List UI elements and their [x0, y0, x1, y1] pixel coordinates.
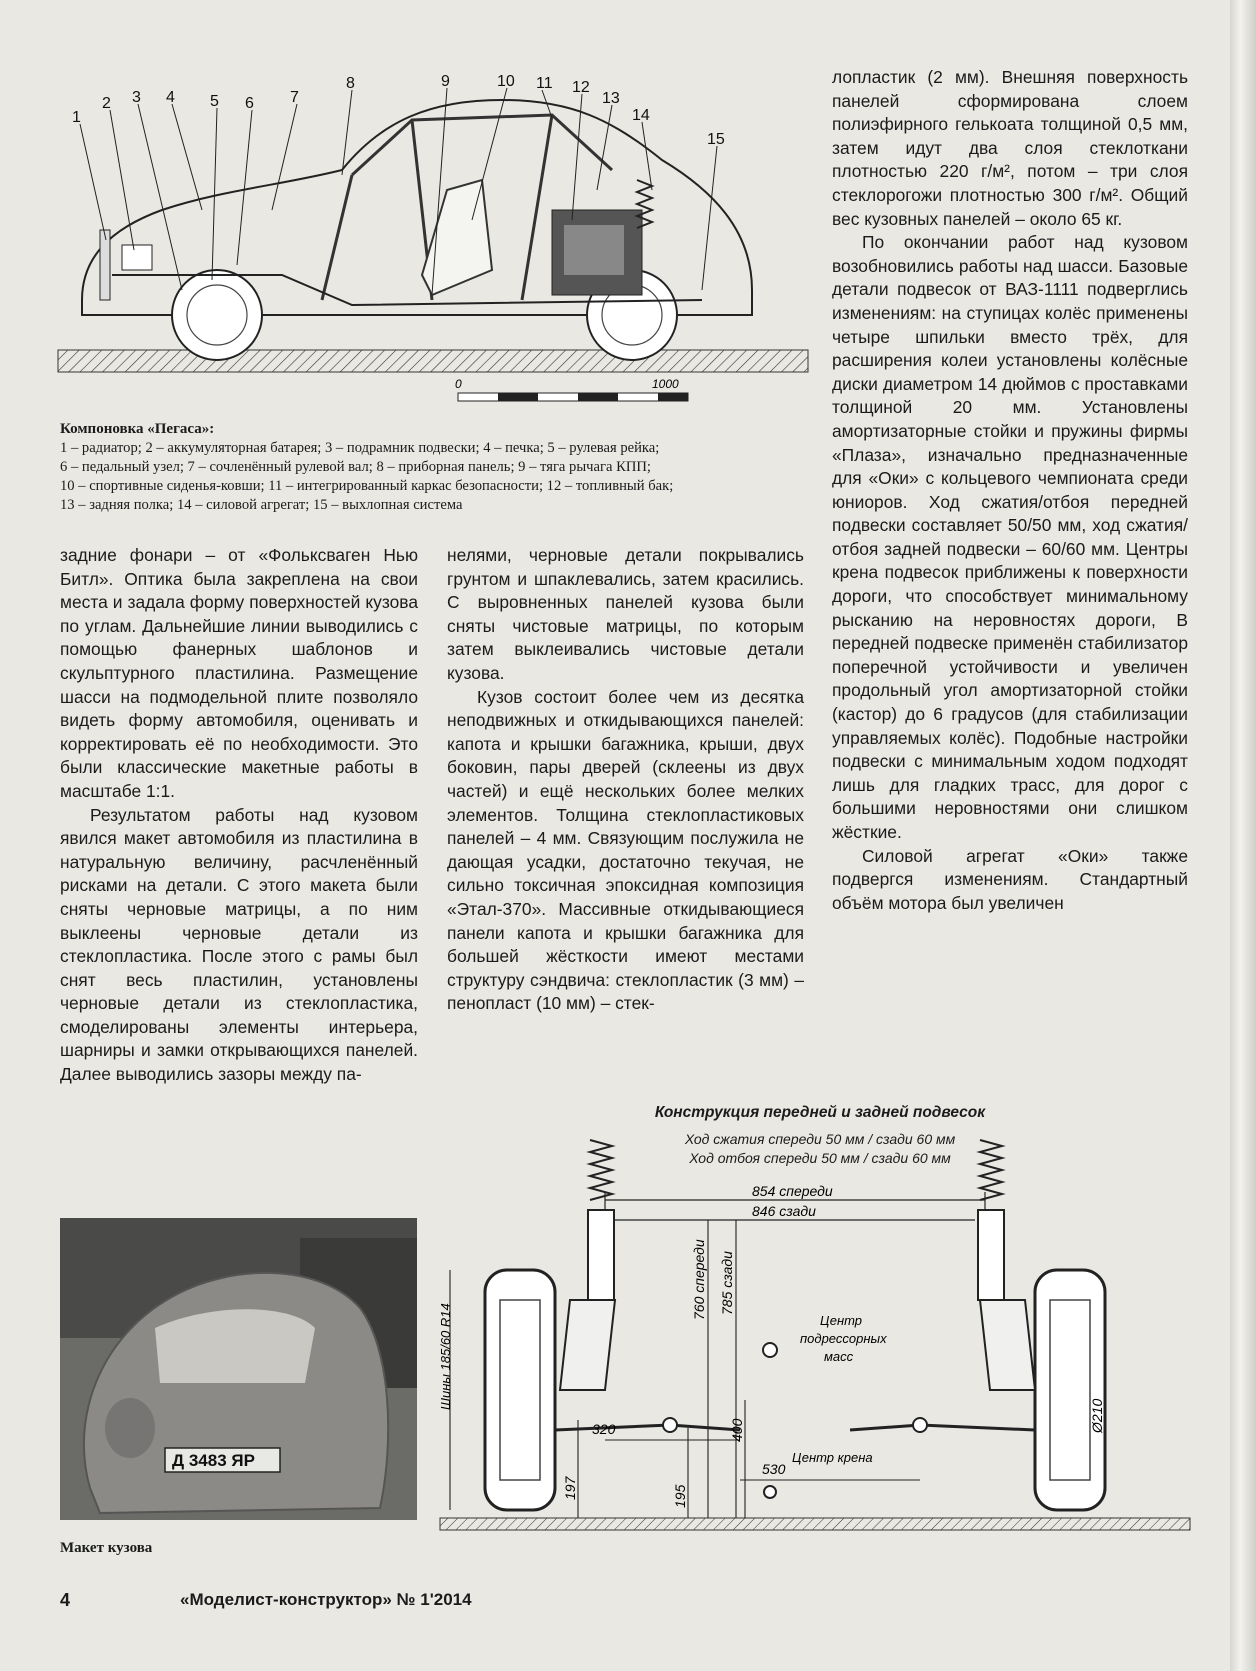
suspension-subtitle-2: Ход отбоя спереди 50 мм / сзади 60 мм	[689, 1150, 951, 1166]
scale-start-label: 0	[455, 377, 462, 391]
ground-hatch	[58, 350, 808, 372]
road-hatch	[440, 1518, 1190, 1530]
suspension-subtitle-1: Ход сжатия спереди 50 мм / сзади 60 мм	[684, 1131, 956, 1147]
layout-caption	[60, 420, 820, 515]
dim-210: Ø210	[1089, 1398, 1105, 1433]
paragraph: нелями, черновые детали покрывались грунтом и шпаклевались, затем красились. С выровненных панелей кузова были сняты чистовые матрицы, по которым затем выклеивались чистовые детали кузова.	[447, 545, 804, 683]
text-column-right	[832, 66, 1188, 915]
left-lower-arm	[555, 1425, 740, 1430]
dim-320: 320	[592, 1421, 616, 1437]
callout-9: 9	[441, 73, 450, 90]
dim-530: 530	[762, 1461, 786, 1477]
callout-7: 7	[290, 89, 299, 106]
layout-caption-line: 6 – педальный узел; 7 – сочленённый рулевой вал; 8 – приборная панель; 9 – тяга рычага КПП;	[60, 459, 651, 475]
scale-end-label: 1000	[652, 377, 679, 391]
paragraph: Силовой агрегат «Оки» также подвергся изменениям. Стандартный объём мотора был увеличен	[832, 845, 1188, 913]
right-strut	[978, 1140, 1035, 1390]
center-mass-label-3: масс	[824, 1349, 854, 1364]
layout-caption-line: 10 – спортивные сиденья-ковши; 11 – интегрированный каркас безопасности; 12 – топливный бак;	[60, 478, 674, 494]
paragraph: Кузов состоит более чем из десятка неподвижных и откидывающихся панелей: капота и крышки багажника, крыши, двух боковин, пары дверей (склеены из двух частей) и ещё нескольких более мелких элементов. Толщина стеклопластиковых панелей – 4 мм. Связующим послужила не дающая усадки, достаточно текучая, не сильно токсичная эпоксидная композиция «Этал-370». Массивные откидывающиеся панели капота и крышки багажника для большей жёсткости имеют местами структуру сэндвича: стеклопластик (3 мм) – пенопласт (10 мм) – стек-	[447, 686, 804, 1014]
right-lower-arm	[850, 1425, 1035, 1430]
callout-10: 10	[497, 73, 515, 90]
roll-center-label: Центр крена	[792, 1450, 873, 1465]
layout-caption-line: 1 – радиатор; 2 – аккумуляторная батарея; 3 – подрамник подвески; 4 – печка; 5 – рулевая рейка;	[60, 440, 660, 456]
battery	[122, 245, 152, 270]
callout-13: 13	[602, 90, 620, 107]
paragraph: лопластик (2 мм). Внешняя поверхность панелей сформирована слоем полиэфирного гелькоата толщиной 0,5 мм, затем идут два слоя стеклоткани плотностью 220 г/м², потом – три слоя стеклорогожи плотностью 300 г/м². Общий вес кузовных панелей – около 65 кг.	[832, 67, 1188, 229]
body-mockup-photo	[60, 1218, 417, 1520]
callout-4: 4	[166, 89, 175, 106]
callout-6: 6	[245, 95, 254, 112]
photo-caption: Макет кузова	[60, 1540, 153, 1556]
car-layout-drawing	[52, 60, 812, 420]
callout-12: 12	[572, 79, 590, 96]
mockup-windshield	[155, 1309, 315, 1383]
right-tyre	[1035, 1270, 1105, 1510]
callout-3: 3	[132, 89, 141, 106]
left-strut	[560, 1140, 615, 1390]
callout-numbers	[72, 73, 725, 148]
center-mass-marker	[763, 1343, 777, 1357]
callout-1: 1	[72, 109, 81, 126]
dim-785-rear: 785 сзади	[719, 1251, 735, 1315]
dim-195: 195	[672, 1484, 688, 1508]
dim-197: 197	[562, 1476, 578, 1500]
layout-caption-title: Компоновка «Пегаса»:	[60, 421, 215, 437]
tyre-size-label: Шины 185/60 R14	[438, 1303, 453, 1410]
dim-854-front: 854 спереди	[752, 1183, 833, 1199]
roll-center-marker	[764, 1486, 776, 1498]
layout-caption-line: 13 – задняя полка; 14 – силовой агрегат; 15 – выхлопная система	[60, 497, 463, 513]
page-number: 4	[60, 1590, 71, 1610]
seat-shape	[422, 180, 492, 295]
scale-bar	[455, 377, 688, 401]
center-mass-label-1: Центр	[820, 1313, 863, 1328]
radiator	[100, 230, 110, 300]
callout-14: 14	[632, 107, 650, 124]
paragraph: задние фонари – от «Фольксваген Нью Битл». Оптика была закреплена на свои места и задала форму поверхностей кузова по углам. Дальнейшие линии выводились с помощью фанерных шаблонов и скульптурного пластилина. Размещение шасси на подмодельной плите позволяло видеть форму автомобиля, оценивать и корректировать её по необходимости. Это были классические макетные работы в масштабе 1:1.	[60, 545, 418, 801]
callout-2: 2	[102, 95, 111, 112]
suspension-title: Конструкция передней и задней подвесок	[654, 1104, 986, 1121]
dim-400: 400	[729, 1418, 745, 1442]
center-mass-label-2: подрессорных	[800, 1331, 887, 1346]
scan-page-edge	[1230, 0, 1256, 1671]
left-tyre	[485, 1270, 555, 1510]
callout-5: 5	[210, 93, 219, 110]
paragraph: По окончании работ над кузовом возобновились работы над шасси. Базовые детали подвесок от ВАЗ-1111 подверглись изменениям: на ступицах колёс применены четыре шпильки вместо трёх, для расширения колеи установлены колёсные диски диаметром 14 дюймов с проставками толщиной 20 мм. Установлены амортизаторные стойки и пружины фирмы «Плаза», изначально предназначенные для «Оки» с кольцевого чемпионата среди юниоров. Ход сжатия/отбоя передней подвески составляет 50/50 мм, ход сжатия/отбоя задней подвески – 60/60 мм. Центры крена подвесок приближены к поверхности дороги, что способствует минимальному рысканию на неровностях дороги, В передней подвеске применён стабилизатор поперечной устойчивости и увеличен продольный угол амортизаторной стойки (кастор) до 6 градусов (для стабилизации управляемых колёс). Подобные настройки подвески с минимальным ходом подходят лишь для гладких трасс, для дорог с большими неровностями они слишком жёсткие.	[832, 232, 1188, 842]
text-column-left	[60, 544, 418, 1087]
callout-15: 15	[707, 131, 725, 148]
dim-760-front: 760 спереди	[691, 1239, 707, 1320]
paragraph: Результатом работы над кузовом явился макет автомобиля из пластилина в натуральную величину, расчленённый рисками на детали. С этого макета были сняты черновые матрицы, а по ним выклеены черновые детали из стеклопластика. После этого с рамы был снят весь пластилин, установлены черновые детали из стеклопластика, смоделированы элементы интерьера, шарниры и замки открывающихся панелей. Далее выводились зазоры между па-	[60, 804, 418, 1085]
callout-8: 8	[346, 75, 355, 92]
magazine-title: «Моделист-конструктор» № 1'2014	[180, 1590, 472, 1609]
callout-11: 11	[536, 75, 553, 92]
suspension-drawing	[440, 1100, 1200, 1540]
dim-846-rear: 846 сзади	[752, 1203, 816, 1219]
license-plate-text: Д 3483 ЯР	[172, 1451, 255, 1470]
text-column-middle	[447, 544, 804, 1016]
front-wheel	[172, 270, 262, 360]
